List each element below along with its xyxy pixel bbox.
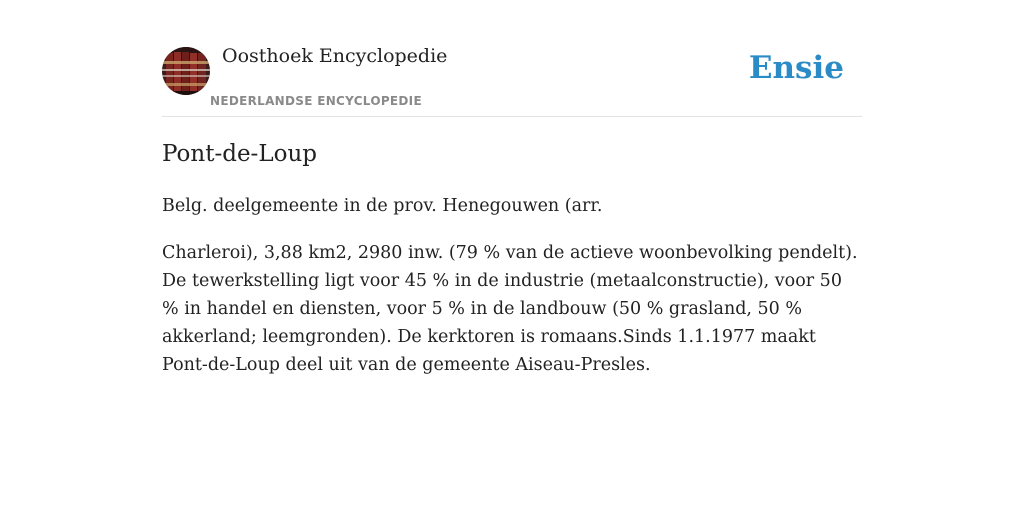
article-title: Pont-de-Loup bbox=[162, 141, 317, 167]
article bbox=[162, 138, 862, 379]
article-paragraph: Charleroi), 3,88 km2, 2980 inw. (79 % van de actieve woonbevolking pendelt). De tewerkstelling ligt voor 45 % in de industrie (metaalconstructie), voor 50 % in handel en diensten, voor 5 % in de landbouw (50 % grasland, 50 % akkerland; leemgronden). De kerktoren is romaans.Sinds 1.1.1977 maakt Pont-de-Loup deel uit van de gemeente Aiseau-Presles. bbox=[162, 243, 858, 375]
site-header bbox=[162, 0, 862, 117]
ensie-logo[interactable]: Ensie bbox=[748, 50, 844, 86]
article-paragraph: Belg. deelgemeente in de prov. Henegouwen (arr. bbox=[162, 196, 603, 216]
site-subtitle: NEDERLANDSE ENCYCLOPEDIE bbox=[210, 94, 422, 108]
encyclopedia-books-icon[interactable] bbox=[162, 47, 210, 95]
site-title[interactable]: Oosthoek Encyclopedie bbox=[222, 45, 448, 67]
